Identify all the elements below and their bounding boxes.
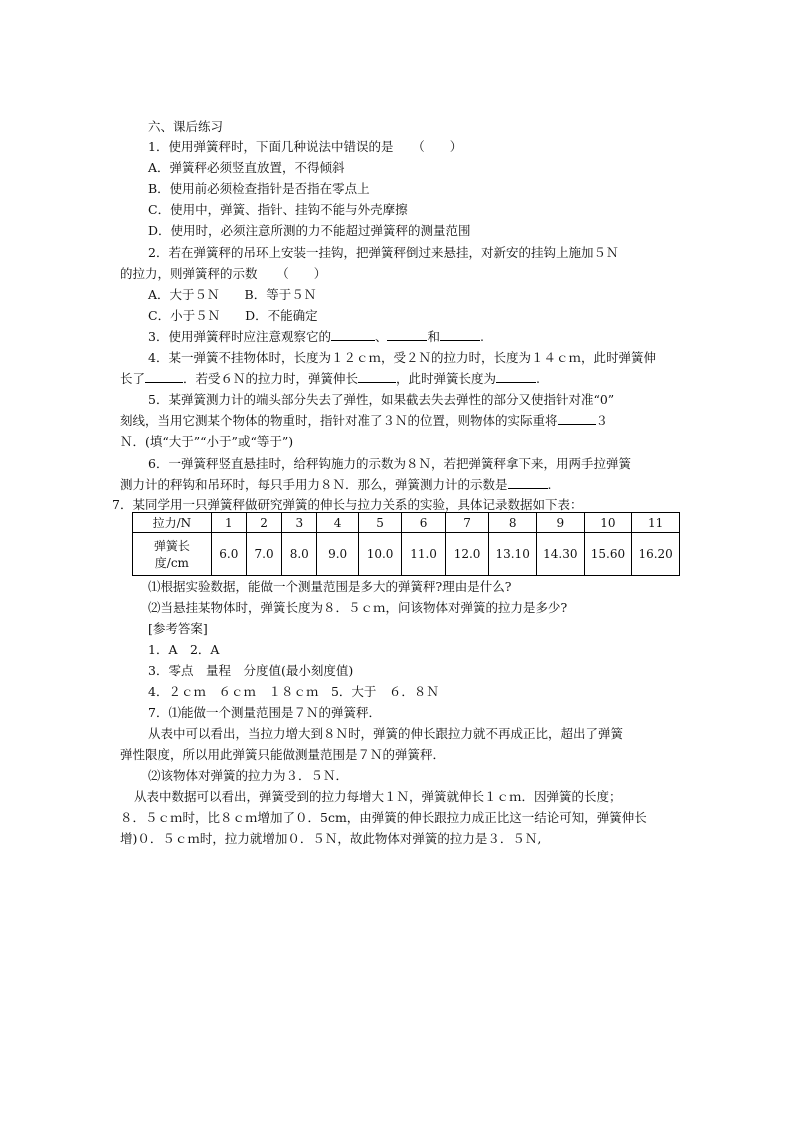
q3-blank-2 bbox=[387, 328, 427, 341]
q5-text-a: 刻线，当用它测某个物体的物重时，指针对准了３Ｎ的位置，则物体的实际重将 bbox=[120, 413, 558, 428]
answer-1-2: 1．A 2．A bbox=[148, 642, 220, 657]
q7-intro: 7．某同学用一只弹簧秤做研究弹簧的伸长与拉力关系的实验，具体记录数据如下表： bbox=[112, 497, 583, 512]
q2-options-cd: C．小于５Ｎ D．不能确定 bbox=[148, 308, 318, 323]
q6-blank bbox=[508, 476, 548, 489]
q1-option-c: C．使用中，弹簧、指针、挂钩不能与外壳摩擦 bbox=[148, 202, 408, 217]
table-cell: 5 bbox=[358, 513, 402, 533]
q5-line1: 5．某弹簧测力计的端头部分失去了弹性，如果截去失去弹性的部分又使指针对准“0” bbox=[148, 392, 615, 407]
table-cell: 3 bbox=[282, 513, 317, 533]
q1-option-d: D．使用时，必须注意所测的力不能超过弹簧秤的测量范围 bbox=[148, 223, 471, 238]
q5-text-b: ３ bbox=[595, 413, 609, 428]
table-cell: 15.60 bbox=[584, 533, 632, 576]
q6-line2 bbox=[120, 476, 552, 494]
answer-7-2-explain-3: 增)０．５ｃｍ时，拉力就增加０．５Ｎ，故此物体对弹簧的拉力是３．５Ｎ, bbox=[120, 831, 542, 846]
table-header-length: 弹簧长 度/cm bbox=[133, 533, 212, 576]
q2-line1: 2．若在弹簧秤的吊环上安装一挂钩，把弹簧秤倒过来悬挂，对新安的挂钩上施加５Ｎ bbox=[148, 245, 619, 260]
answer-4-5: 4．２ｃｍ ６ｃｍ １８ｃｍ 5．大于 ６．８Ｎ bbox=[148, 684, 439, 699]
q5-blank bbox=[558, 412, 596, 425]
answer-3: 3．零点 量程 分度值(最小刻度值) bbox=[148, 663, 354, 678]
q3-blank-1 bbox=[331, 328, 375, 341]
q4-text-a: 长了 bbox=[120, 371, 146, 386]
answers-title: [参考答案] bbox=[148, 621, 208, 636]
q6-text-b: . bbox=[547, 477, 552, 492]
q3-text-d: . bbox=[480, 329, 484, 344]
q3-text-c: 和 bbox=[427, 329, 440, 344]
table-row-force bbox=[133, 513, 680, 533]
q6-line1: 6．一弹簧秤竖直悬挂时，给秤钩施力的示数为８Ｎ，若把弹簧秤拿下来，用两手拉弹簧 bbox=[148, 456, 631, 471]
q7-sub2: ⑵当悬挂某物体时，弹簧长度为８．５ｃｍ，问该物体对弹簧的拉力是多少? bbox=[148, 600, 568, 615]
answer-7-2-explain-1: 从表中数据可以看出，弹簧受到的拉力每增大１Ｎ，弹簧就伸长１ｃｍ．因弹簧的长度； bbox=[134, 789, 622, 804]
q4-text-c: ，此时弹簧长度为 bbox=[396, 371, 497, 386]
q1-option-b: B．使用前必须检查指针是否指在零点上 bbox=[148, 181, 370, 196]
q7-sub1: ⑴根据实验数据，能做一个测量范围是多大的弹簧秤?理由是什么? bbox=[148, 579, 512, 594]
q4-blank-2 bbox=[358, 370, 396, 383]
table-row-length bbox=[133, 533, 680, 576]
table-cell: 10 bbox=[584, 513, 632, 533]
table-cell: 13.10 bbox=[489, 533, 537, 576]
q1-stem: 1．使用弹簧秤时，下面几种说法中错误的是 （ ） bbox=[148, 139, 463, 154]
table-cell: 10.0 bbox=[358, 533, 402, 576]
answer-7-1: 7．⑴能做一个测量范围是７Ｎ的弹簧秤． bbox=[148, 705, 381, 720]
table-cell: 11 bbox=[632, 513, 680, 533]
table-cell: 9 bbox=[536, 513, 584, 533]
answer-7-1-explain-2: 弹性限度，所以用此弹簧只能做测量范围是７Ｎ的弹簧秤． bbox=[120, 747, 446, 762]
table-cell: 2 bbox=[246, 513, 281, 533]
table-cell: 6 bbox=[402, 513, 446, 533]
table-cell: 6.0 bbox=[211, 533, 246, 576]
table-cell: 16.20 bbox=[632, 533, 680, 576]
q3-line bbox=[148, 328, 484, 346]
table-cell: 7 bbox=[445, 513, 489, 533]
q3-text-b: 、 bbox=[374, 329, 388, 344]
spring-data-table bbox=[132, 512, 680, 576]
section-title: 六、课后练习 bbox=[148, 119, 224, 134]
table-cell: 8 bbox=[489, 513, 537, 533]
answer-7-2-explain-2: ８．５ｃｍ时，比８ｃｍ增加了０．5cm，由弹簧的伸长跟拉力成正比这一结论可知，弹簧伸长 bbox=[120, 810, 647, 825]
q6-text-a: 测力计的秤钩和吊环时，每只手用力８Ｎ．那么，弹簧测力计的示数是 bbox=[120, 477, 508, 492]
q4-line2 bbox=[120, 370, 540, 388]
q4-blank-1 bbox=[145, 370, 183, 383]
q4-text-d: . bbox=[536, 371, 541, 386]
q3-blank-3 bbox=[440, 328, 480, 341]
table-header-force: 拉力/N bbox=[133, 513, 212, 533]
q3-text-a: 3．使用弹簧秤时应注意观察它的 bbox=[148, 329, 331, 344]
table-cell: 4 bbox=[317, 513, 358, 533]
q4-text-b: ．若受６Ｎ的拉力时，弹簧伸长 bbox=[183, 371, 359, 386]
q4-blank-3 bbox=[496, 370, 536, 383]
q4-line1: 4．某一弹簧不挂物体时，长度为１２ｃｍ，受２Ｎ的拉力时，长度为１４ｃｍ，此时弹簧伸 bbox=[148, 350, 656, 365]
q5-line3: Ｎ．(填“大于”“小于”或“等于”) bbox=[120, 434, 294, 449]
table-cell: 7.0 bbox=[246, 533, 281, 576]
table-cell: 12.0 bbox=[445, 533, 489, 576]
table-cell: 9.0 bbox=[317, 533, 358, 576]
table-cell: 11.0 bbox=[402, 533, 446, 576]
answer-7-2: ⑵该物体对弹簧的拉力为３．５Ｎ． bbox=[148, 768, 349, 783]
q1-option-a: A．弹簧秤必须竖直放置，不得倾斜 bbox=[148, 160, 345, 175]
q2-line2: 的拉力，则弹簧秤的示数 （ ） bbox=[120, 266, 327, 281]
answer-7-1-explain-1: 从表中可以看出，当拉力增大到８Ｎ时，弹簧的伸长跟拉力就不再成正比，超出了弹簧 bbox=[148, 726, 624, 741]
q2-options-ab: A．大于５Ｎ B．等于５Ｎ bbox=[148, 287, 317, 302]
table-cell: 14.30 bbox=[536, 533, 584, 576]
table-cell: 1 bbox=[211, 513, 246, 533]
q5-line2 bbox=[120, 412, 608, 430]
table-cell: 8.0 bbox=[282, 533, 317, 576]
